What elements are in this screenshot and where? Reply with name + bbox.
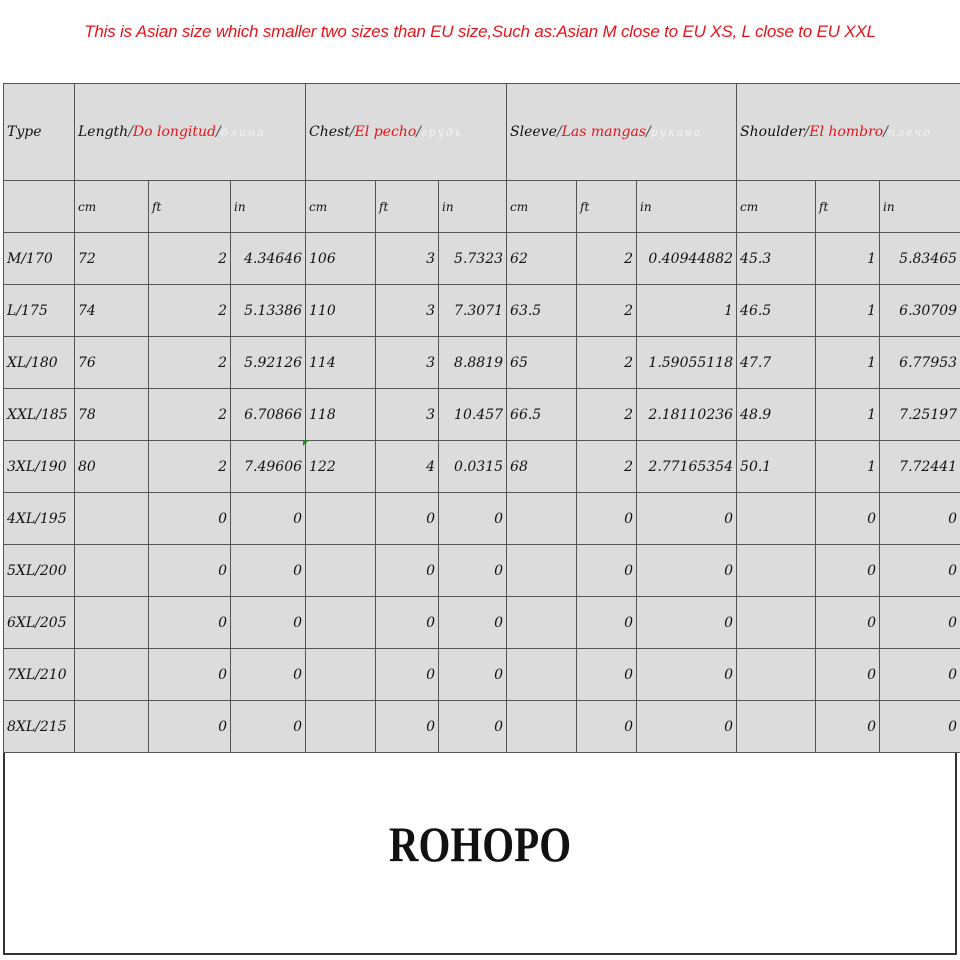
- measurement-cell: 65: [507, 337, 577, 389]
- measurement-cell: [737, 701, 816, 753]
- size-label: 8XL/215: [4, 701, 75, 753]
- table-row: [4, 597, 960, 649]
- sleeve-header: Sleeve/Las mangas/рукава: [507, 84, 737, 181]
- measurement-cell: 0: [577, 701, 637, 753]
- measurement-cell: 0: [816, 649, 880, 701]
- measurement-cell: 0: [637, 545, 737, 597]
- table-row: [4, 701, 960, 753]
- measurement-cell: 110: [306, 285, 376, 337]
- unit-label: ft: [376, 181, 439, 233]
- measurement-cell: 2: [149, 337, 231, 389]
- measurement-cell: 0: [880, 649, 960, 701]
- measurement-cell: 4.34646: [231, 233, 306, 285]
- measurement-cell: 0: [231, 493, 306, 545]
- measurement-cell: 0: [149, 597, 231, 649]
- table-row: [4, 233, 960, 285]
- size-label: 5XL/200: [4, 545, 75, 597]
- size-label: L/175: [4, 285, 75, 337]
- measurement-cell: 0: [149, 701, 231, 753]
- measurement-cell: [75, 597, 149, 649]
- measurement-cell: 0: [637, 701, 737, 753]
- measurement-cell: 2: [577, 233, 637, 285]
- measurement-cell: 7.49606: [231, 441, 306, 493]
- measurement-cell: 0: [439, 493, 507, 545]
- measurement-cell: 3: [376, 285, 439, 337]
- measurement-cell: 1: [816, 441, 880, 493]
- measurement-cell: 0: [880, 701, 960, 753]
- measurement-cell: [75, 493, 149, 545]
- measurement-cell: 5.83465: [880, 233, 960, 285]
- unit-label: cm: [306, 181, 376, 233]
- measurement-cell: 0: [577, 493, 637, 545]
- measurement-cell: 0: [376, 597, 439, 649]
- measurement-cell: 0: [376, 493, 439, 545]
- measurement-cell: 6.30709: [880, 285, 960, 337]
- table-row: [4, 337, 960, 389]
- measurement-cell: [737, 493, 816, 545]
- unit-label: cm: [507, 181, 577, 233]
- measurement-cell: 0.0315: [439, 441, 507, 493]
- measurement-cell: 1: [816, 337, 880, 389]
- measurement-cell: 74: [75, 285, 149, 337]
- measurement-cell: 2.77165354: [637, 441, 737, 493]
- measurement-cell: 0: [376, 545, 439, 597]
- measurement-cell: 50.1: [737, 441, 816, 493]
- measurement-cell: 0: [376, 649, 439, 701]
- measurement-cell: 0: [231, 545, 306, 597]
- unit-label: cm: [737, 181, 816, 233]
- measurement-cell: 6.70866: [231, 389, 306, 441]
- table-row: [4, 285, 960, 337]
- measurement-cell: 0: [231, 649, 306, 701]
- measurement-cell: 62: [507, 233, 577, 285]
- size-chart-table: [3, 83, 960, 753]
- type-header: Type: [4, 84, 75, 181]
- measurement-cell: 0: [149, 649, 231, 701]
- measurement-cell: 0: [880, 493, 960, 545]
- unit-label: cm: [75, 181, 149, 233]
- size-label: M/170: [4, 233, 75, 285]
- measurement-cell: 0: [637, 597, 737, 649]
- measurement-cell: 66.5: [507, 389, 577, 441]
- measurement-cell: 45.3: [737, 233, 816, 285]
- measurement-cell: 48.9: [737, 389, 816, 441]
- measurement-cell: 3: [376, 337, 439, 389]
- measurement-cell: 4: [376, 441, 439, 493]
- measurement-cell: 0: [439, 649, 507, 701]
- measurement-cell: 2: [149, 285, 231, 337]
- measurement-cell: 0: [816, 493, 880, 545]
- brand-logo: ROHOPO: [388, 816, 572, 872]
- chest-header: Chest/El pecho/грудь: [306, 84, 507, 181]
- measurement-cell: 2: [149, 441, 231, 493]
- measurement-cell: 5.7323: [439, 233, 507, 285]
- measurement-cell: 47.7: [737, 337, 816, 389]
- measurement-cell: 5.13386: [231, 285, 306, 337]
- measurement-cell: 0: [816, 545, 880, 597]
- length-header: Length/Do longitud/длина: [75, 84, 306, 181]
- measurement-cell: 114: [306, 337, 376, 389]
- measurement-cell: 0: [637, 493, 737, 545]
- measurement-cell: 0: [880, 545, 960, 597]
- measurement-cell: 0: [149, 493, 231, 545]
- table-row: [4, 649, 960, 701]
- measurement-cell: [306, 597, 376, 649]
- shoulder-header: Shoulder/El hombro/плечо: [737, 84, 960, 181]
- measurement-cell: 46.5: [737, 285, 816, 337]
- unit-label: in: [231, 181, 306, 233]
- measurement-cell: [737, 649, 816, 701]
- measurement-cell: [75, 545, 149, 597]
- units-row: [4, 181, 960, 233]
- measurement-cell: 122: [306, 441, 376, 493]
- units-blank-cell: [4, 181, 75, 233]
- measurement-cell: 76: [75, 337, 149, 389]
- measurement-cell: 0: [816, 597, 880, 649]
- unit-label: in: [880, 181, 960, 233]
- measurement-cell: [507, 701, 577, 753]
- measurement-cell: 0: [880, 597, 960, 649]
- size-label: 4XL/195: [4, 493, 75, 545]
- size-rows: [4, 233, 960, 753]
- measurement-cell: [306, 545, 376, 597]
- measurement-cell: 0: [149, 545, 231, 597]
- measurement-cell: 7.72441: [880, 441, 960, 493]
- unit-label: in: [637, 181, 737, 233]
- measurement-cell: [737, 545, 816, 597]
- measurement-cell: 118: [306, 389, 376, 441]
- measurement-cell: 10.457: [439, 389, 507, 441]
- measurement-cell: 0.40944882: [637, 233, 737, 285]
- measurement-cell: [75, 649, 149, 701]
- measurement-cell: 0: [231, 701, 306, 753]
- measurement-cell: 0: [577, 545, 637, 597]
- measurement-cell: 68: [507, 441, 577, 493]
- measurement-cell: 2: [577, 285, 637, 337]
- measurement-cell: 72: [75, 233, 149, 285]
- measurement-cell: [507, 545, 577, 597]
- unit-label: in: [439, 181, 507, 233]
- header-row: [4, 84, 960, 181]
- table-row: [4, 493, 960, 545]
- measurement-cell: 8.8819: [439, 337, 507, 389]
- size-notice: This is Asian size which smaller two sizes than EU size,Such as:Asian M close to EU XS, L close to EU XXL: [84, 22, 876, 41]
- measurement-cell: [507, 649, 577, 701]
- measurement-cell: [737, 597, 816, 649]
- measurement-cell: 0: [637, 649, 737, 701]
- measurement-cell: 0: [376, 701, 439, 753]
- measurement-cell: 80: [75, 441, 149, 493]
- measurement-cell: 2: [149, 389, 231, 441]
- measurement-cell: 0: [577, 597, 637, 649]
- measurement-cell: 3: [376, 233, 439, 285]
- table-row: [4, 441, 960, 493]
- measurement-cell: [306, 493, 376, 545]
- measurement-cell: 3: [376, 389, 439, 441]
- measurement-cell: [507, 597, 577, 649]
- unit-label: ft: [149, 181, 231, 233]
- measurement-cell: 2: [577, 389, 637, 441]
- measurement-cell: 0: [439, 545, 507, 597]
- size-label: XL/180: [4, 337, 75, 389]
- measurement-cell: 2: [577, 337, 637, 389]
- measurement-cell: 2: [149, 233, 231, 285]
- measurement-cell: [507, 493, 577, 545]
- measurement-cell: 6.77953: [880, 337, 960, 389]
- measurement-cell: 0: [231, 597, 306, 649]
- measurement-cell: 0: [816, 701, 880, 753]
- measurement-cell: [306, 649, 376, 701]
- measurement-cell: 1.59055118: [637, 337, 737, 389]
- measurement-cell: [75, 701, 149, 753]
- measurement-cell: 1: [816, 285, 880, 337]
- size-label: 7XL/210: [4, 649, 75, 701]
- measurement-cell: [306, 701, 376, 753]
- measurement-cell: 106: [306, 233, 376, 285]
- size-label: 3XL/190: [4, 441, 75, 493]
- measurement-cell: 0: [577, 649, 637, 701]
- measurement-cell: 2: [577, 441, 637, 493]
- measurement-cell: 7.3071: [439, 285, 507, 337]
- measurement-cell: 63.5: [507, 285, 577, 337]
- measurement-cell: 1: [816, 233, 880, 285]
- size-label: XXL/185: [4, 389, 75, 441]
- unit-label: ft: [577, 181, 637, 233]
- measurement-cell: 5.92126: [231, 337, 306, 389]
- measurement-cell: 1: [637, 285, 737, 337]
- measurement-cell: 7.25197: [880, 389, 960, 441]
- measurement-cell: 2.18110236: [637, 389, 737, 441]
- table-row: [4, 389, 960, 441]
- measurement-cell: 1: [816, 389, 880, 441]
- table-row: [4, 545, 960, 597]
- measurement-cell: 78: [75, 389, 149, 441]
- unit-label: ft: [816, 181, 880, 233]
- measurement-cell: 0: [439, 597, 507, 649]
- size-label: 6XL/205: [4, 597, 75, 649]
- cell-comment-marker: [303, 440, 309, 446]
- measurement-cell: 0: [439, 701, 507, 753]
